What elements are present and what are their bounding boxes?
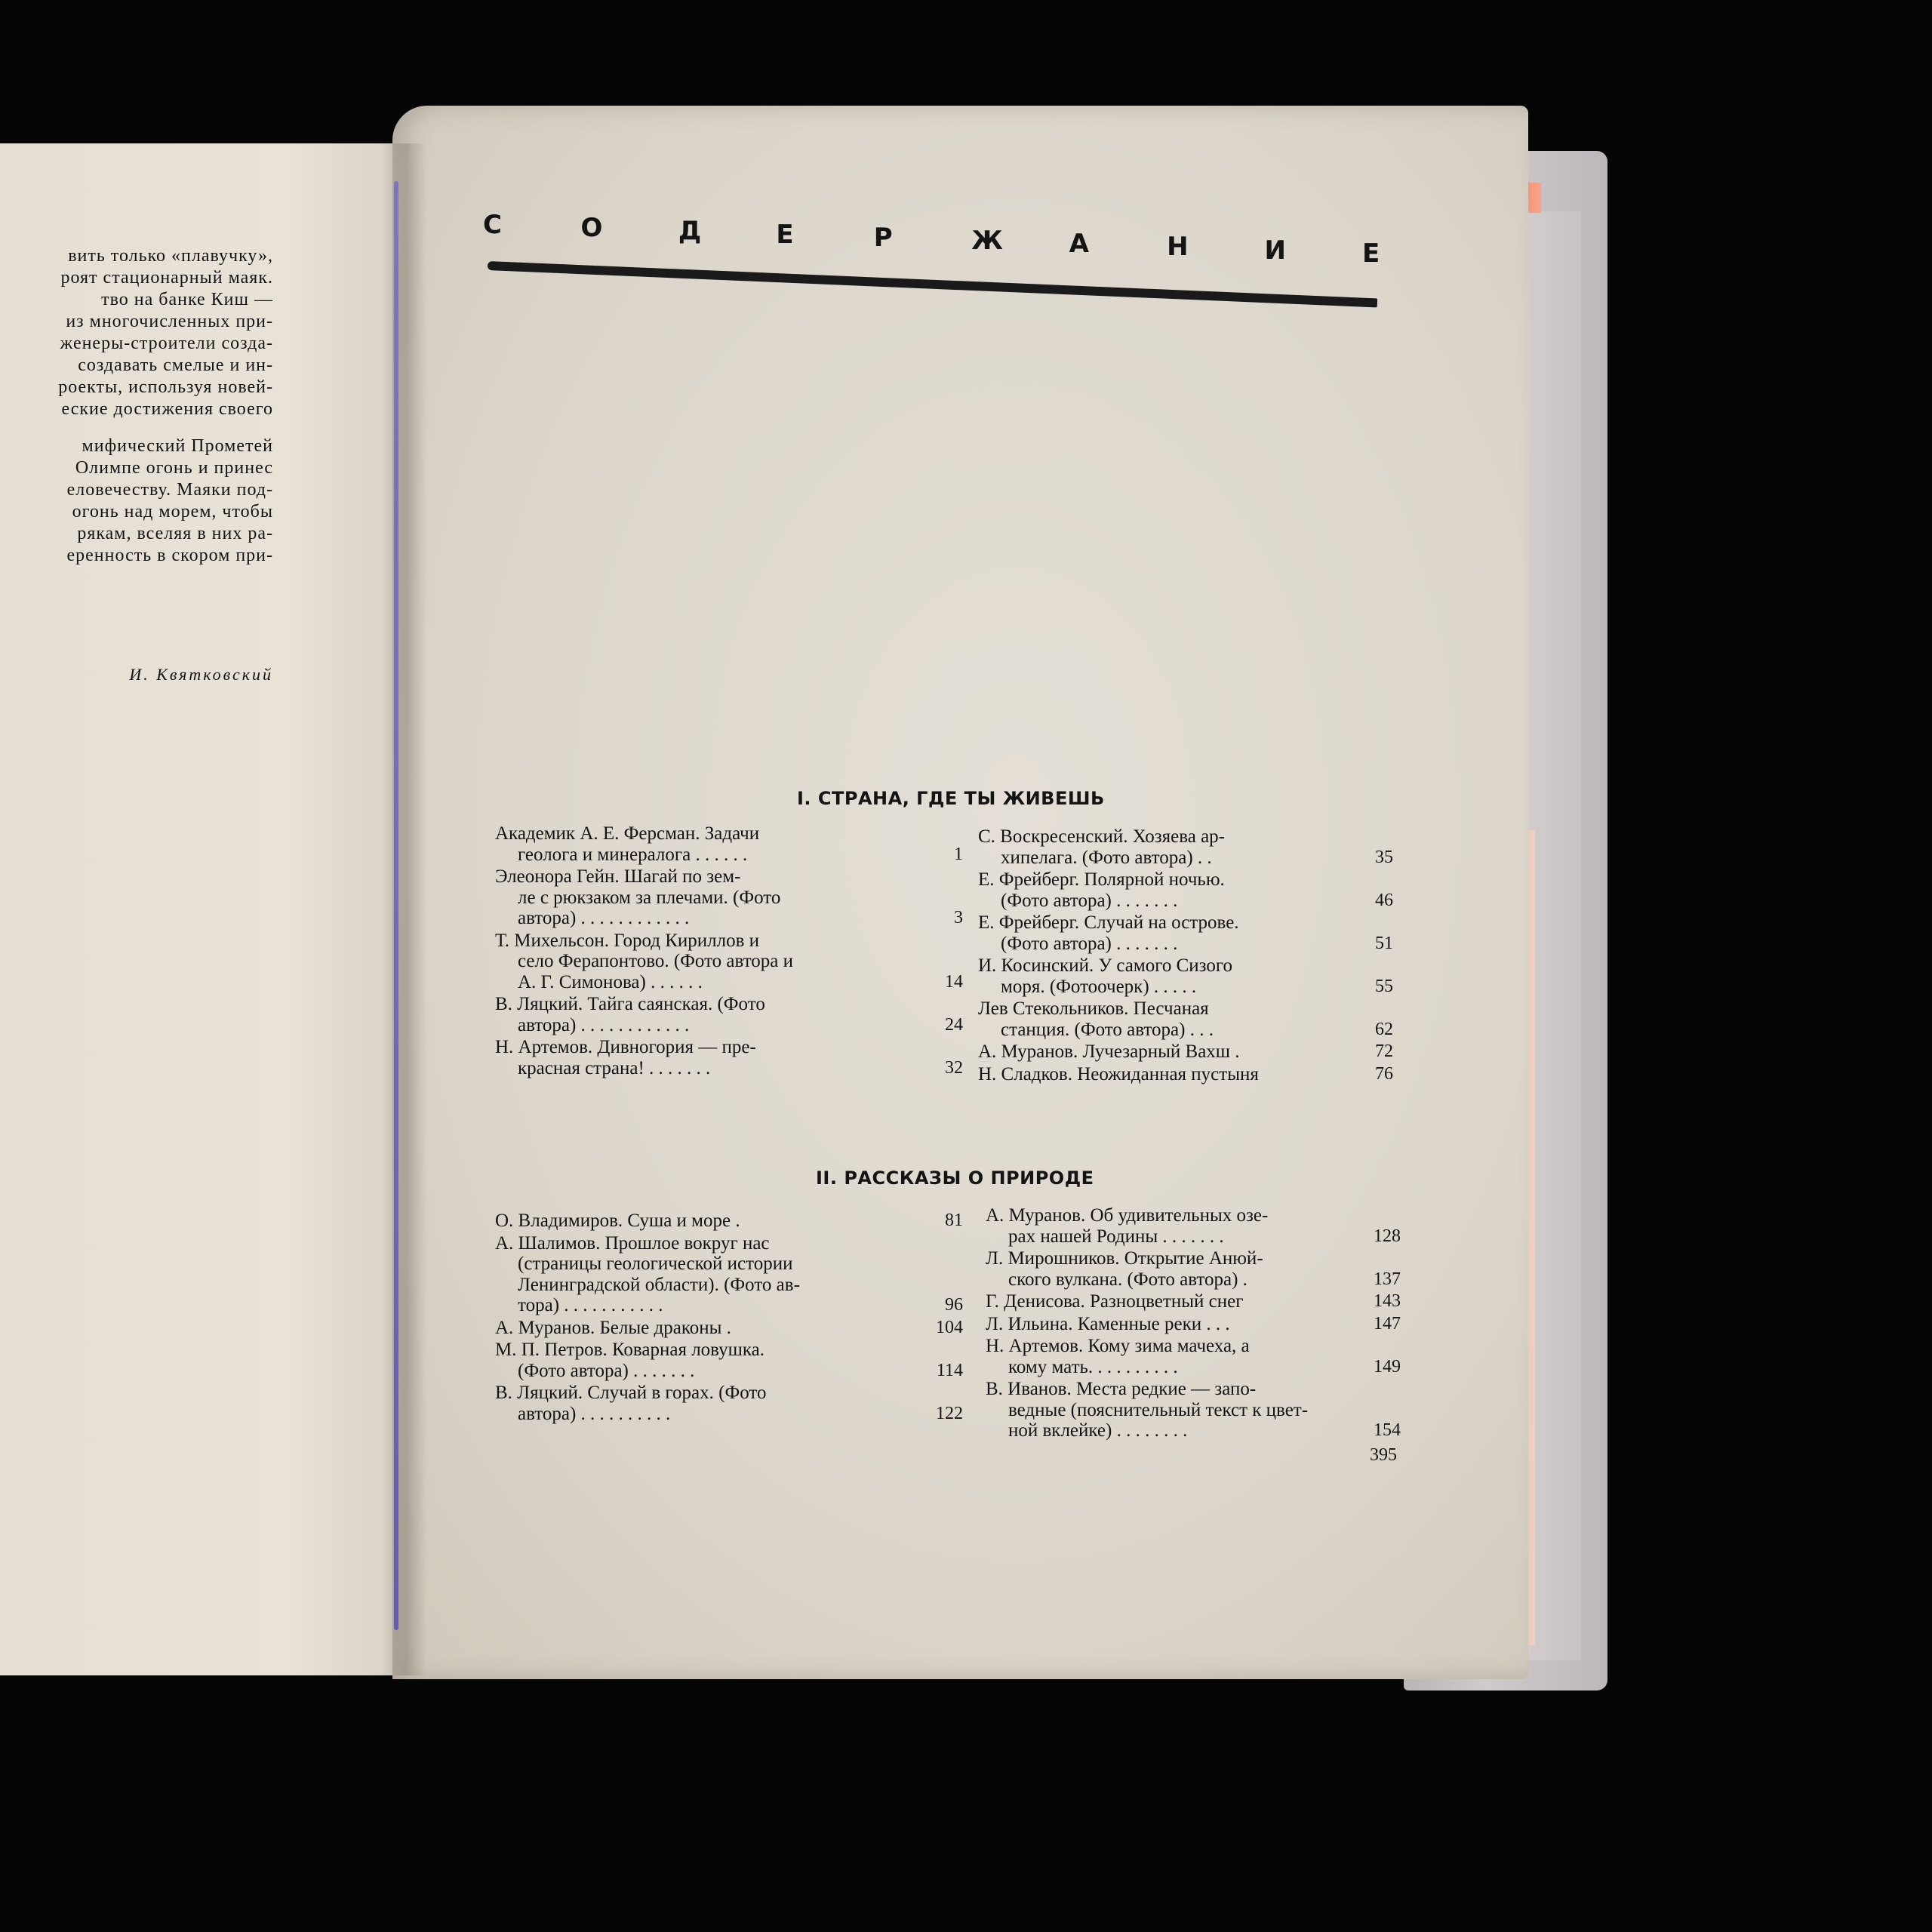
- toc-title-letter: И: [1264, 235, 1287, 266]
- toc-entry: [495, 866, 963, 929]
- toc-entry-page-number: 128: [1374, 1226, 1401, 1246]
- left-line: роят стационарный маяк.: [60, 268, 273, 288]
- toc-entry-line: (Фото автора) . . . . . . .: [1001, 933, 1178, 954]
- toc-entry: [978, 1041, 1393, 1063]
- toc-entry-line: ского вулкана. (Фото автора) .: [1008, 1269, 1247, 1290]
- toc-entry-page-number: 122: [936, 1403, 963, 1423]
- toc-entry-line: Л. Мирошников. Открытие Анюй-: [986, 1248, 1263, 1269]
- section-1-heading: I. СТРАНА, ГДЕ ТЫ ЖИВЕШЬ: [797, 788, 1105, 809]
- toc-entry-line: моря. (Фотоочерк) . . . . .: [1001, 976, 1197, 997]
- left-line: роекты, используя новей-: [58, 377, 273, 397]
- toc-entry-page-number: 114: [936, 1360, 963, 1380]
- toc-title-letter: С: [483, 210, 502, 240]
- toc-entry: [978, 912, 1393, 954]
- toc-entry-line: (Фото автора) . . . . . . .: [518, 1360, 695, 1381]
- toc-entry-line: А. Муранов. Об удивительных озе-: [986, 1205, 1269, 1226]
- toc-entry: [986, 1291, 1401, 1312]
- toc-entry-line: В. Ляцкий. Тайга саянская. (Фото: [495, 994, 765, 1014]
- toc-entry: [495, 1318, 963, 1339]
- toc-entry: [495, 1211, 963, 1232]
- toc-entry: [986, 1314, 1401, 1335]
- toc-entry-line: Н. Артемов. Дивногория — пре-: [495, 1037, 756, 1057]
- toc-entry-page-number: 72: [1375, 1041, 1393, 1061]
- toc-entry-page-number: 104: [936, 1317, 963, 1337]
- toc-entry-line: автора) . . . . . . . . . . . .: [518, 908, 690, 928]
- toc-entry-line: (страницы геологической истории: [518, 1254, 793, 1274]
- left-line: огонь над морем, чтобы: [72, 502, 273, 521]
- toc-entry: [495, 1233, 963, 1316]
- toc-entry: [986, 1379, 1401, 1441]
- toc-entry-line: село Ферапонтово. (Фото автора и: [518, 951, 794, 971]
- toc-title-letter: Ж: [971, 226, 1003, 256]
- toc-entry-line: Г. Денисова. Разноцветный снег: [986, 1291, 1244, 1312]
- left-line: тво на банке Киш —: [101, 290, 273, 309]
- toc-entry-line: Ленинградской области). (Фото ав-: [518, 1274, 800, 1295]
- toc-entry: [495, 1340, 963, 1381]
- toc-entry-line: ле с рюкзаком за плечами. (Фото: [518, 887, 781, 908]
- toc-entry-page-number: 81: [945, 1211, 963, 1230]
- toc-entry-line: В. Иванов. Места редкие — запо-: [986, 1379, 1257, 1399]
- left-line: из многочисленных при-: [66, 312, 273, 331]
- toc-entry-line: М. П. Петров. Коварная ловушка.: [495, 1340, 764, 1360]
- toc-entry-page-number: 62: [1375, 1019, 1393, 1039]
- toc-entry-line: А. Муранов. Лучезарный Вахш .: [978, 1041, 1240, 1062]
- toc-entry: [978, 869, 1393, 911]
- toc-title-letter: Р: [873, 222, 893, 253]
- toc-entry-page-number: 3: [954, 908, 963, 928]
- toc-entry: [986, 1248, 1401, 1290]
- toc-entry-line: автора) . . . . . . . . . . . .: [518, 1014, 690, 1035]
- toc-entry: [978, 955, 1393, 997]
- left-line: еские достижения своего: [61, 399, 273, 419]
- toc-entry-page-number: 76: [1375, 1063, 1393, 1084]
- toc-entry: [978, 998, 1393, 1040]
- left-line: женеры-строители созда-: [60, 334, 273, 353]
- toc-entry-page-number: 14: [945, 971, 963, 992]
- toc-title-letter: Е: [1362, 238, 1380, 269]
- toc-entry: [978, 1064, 1393, 1085]
- toc-entry-page-number: 143: [1374, 1291, 1401, 1311]
- toc-entry-line: И. Косинский. У самого Сизого: [978, 955, 1233, 976]
- toc-entry-line: Л. Ильина. Каменные реки . . .: [986, 1313, 1230, 1334]
- toc-entry-page-number: 149: [1374, 1356, 1401, 1377]
- toc-entry-page-number: 147: [1374, 1313, 1401, 1334]
- binding-thread: [394, 181, 398, 1630]
- toc-entry-line: (Фото автора) . . . . . . .: [1001, 890, 1178, 911]
- toc-entry-page-number: 24: [945, 1014, 963, 1035]
- toc-entry-line: хипелага. (Фото автора) . .: [1001, 847, 1212, 868]
- toc-title-letter: Н: [1167, 232, 1189, 263]
- toc-entry-page-number: 137: [1374, 1269, 1401, 1289]
- toc-entry-line: А. Муранов. Белые драконы .: [495, 1317, 731, 1338]
- toc-entry-line: Н. Артемов. Кому зима мачеха, а: [986, 1336, 1250, 1356]
- section-2-right-column: [986, 1205, 1401, 1443]
- toc-entry-page-number: 51: [1375, 933, 1393, 953]
- left-page-text: [0, 245, 273, 567]
- section-2-heading: II. РАССКАЗЫ О ПРИРОДЕ: [816, 1168, 1094, 1189]
- toc-title-letter: Е: [776, 219, 794, 250]
- toc-entry-line: ной вклейке) . . . . . . . .: [1008, 1420, 1188, 1441]
- toc-entry-line: Лев Стекольников. Песчаная: [978, 998, 1209, 1019]
- toc-extra-page-number: 395: [1370, 1445, 1397, 1465]
- toc-entry: [495, 823, 963, 865]
- toc-title-letter: А: [1069, 229, 1089, 260]
- toc-entry-line: О. Владимиров. Суша и море .: [495, 1211, 740, 1231]
- toc-entry-line: ведные (пояснительный текст к цвет-: [1008, 1399, 1309, 1420]
- toc-entry-line: тора) . . . . . . . . . . .: [518, 1295, 663, 1315]
- left-line: мифический Прометей: [82, 436, 273, 456]
- toc-title-letter: Д: [678, 216, 702, 247]
- toc-entry-line: С. Воскресенский. Хозяева ар-: [978, 826, 1226, 847]
- toc-title: [483, 210, 1381, 269]
- toc-entry-line: геолога и минералога . . . . . .: [518, 844, 748, 865]
- toc-entry-page-number: 32: [945, 1057, 963, 1078]
- toc-entry-page-number: 35: [1375, 847, 1393, 867]
- toc-entry: [495, 994, 963, 1035]
- toc-entry: [986, 1205, 1401, 1247]
- toc-entry-line: А. Шалимов. Прошлое вокруг нас: [495, 1232, 770, 1254]
- toc-entry-page-number: 154: [1374, 1420, 1401, 1440]
- left-line: рякам, вселяя в них ра-: [77, 524, 273, 543]
- toc-entry: [986, 1336, 1401, 1377]
- toc-entry-line: А. Г. Симонова) . . . . . .: [518, 971, 703, 992]
- left-line: еренность в скором при-: [66, 546, 273, 565]
- left-line: вить только «плавучку»,: [68, 246, 273, 266]
- toc-entry-line: В. Ляцкий. Случай в горах. (Фото: [495, 1383, 767, 1403]
- toc-entry-line: Академик А. Е. Ферсман. Задачи: [495, 823, 760, 844]
- book-gutter: [381, 143, 426, 1675]
- toc-entry-line: автора) . . . . . . . . . .: [518, 1403, 671, 1424]
- left-line: Олимпе огонь и принес: [75, 458, 273, 478]
- section-2-left-column: [495, 1211, 963, 1426]
- toc-title-letter: О: [580, 213, 603, 244]
- toc-entry-line: Н. Сладков. Неожиданная пустыня: [978, 1063, 1259, 1084]
- toc-entry-page-number: 1: [954, 844, 963, 864]
- toc-entry-line: Т. Михельсон. Город Кириллов и: [495, 930, 760, 951]
- left-line: еловечеству. Маяки под-: [66, 480, 273, 500]
- left-line: создавать смелые и ин-: [78, 355, 273, 375]
- toc-entry-page-number: 55: [1375, 976, 1393, 996]
- toc-entry-line: рах нашей Родины . . . . . . .: [1008, 1226, 1224, 1247]
- toc-entry-line: кому мать. . . . . . . . . .: [1008, 1356, 1178, 1377]
- left-page-signature: И. Квятковский: [129, 665, 273, 684]
- toc-entry: [495, 1383, 963, 1424]
- section-1-left-column: [495, 823, 963, 1080]
- toc-entry-line: Е. Фрейберг. Случай на острове.: [978, 912, 1239, 933]
- toc-entry-line: Е. Фрейберг. Полярной ночью.: [978, 869, 1225, 890]
- toc-entry-page-number: 96: [945, 1295, 963, 1315]
- toc-entry-line: Элеонора Гейн. Шагай по зем-: [495, 866, 741, 887]
- toc-entry: [978, 826, 1393, 868]
- section-1-right-column: [978, 826, 1393, 1086]
- toc-entry: [495, 931, 963, 993]
- toc-entry-line: красная страна! . . . . . . .: [518, 1057, 711, 1078]
- toc-entry-page-number: 46: [1375, 890, 1393, 910]
- toc-entry: [495, 1037, 963, 1078]
- toc-entry-line: станция. (Фото автора) . . .: [1001, 1019, 1214, 1040]
